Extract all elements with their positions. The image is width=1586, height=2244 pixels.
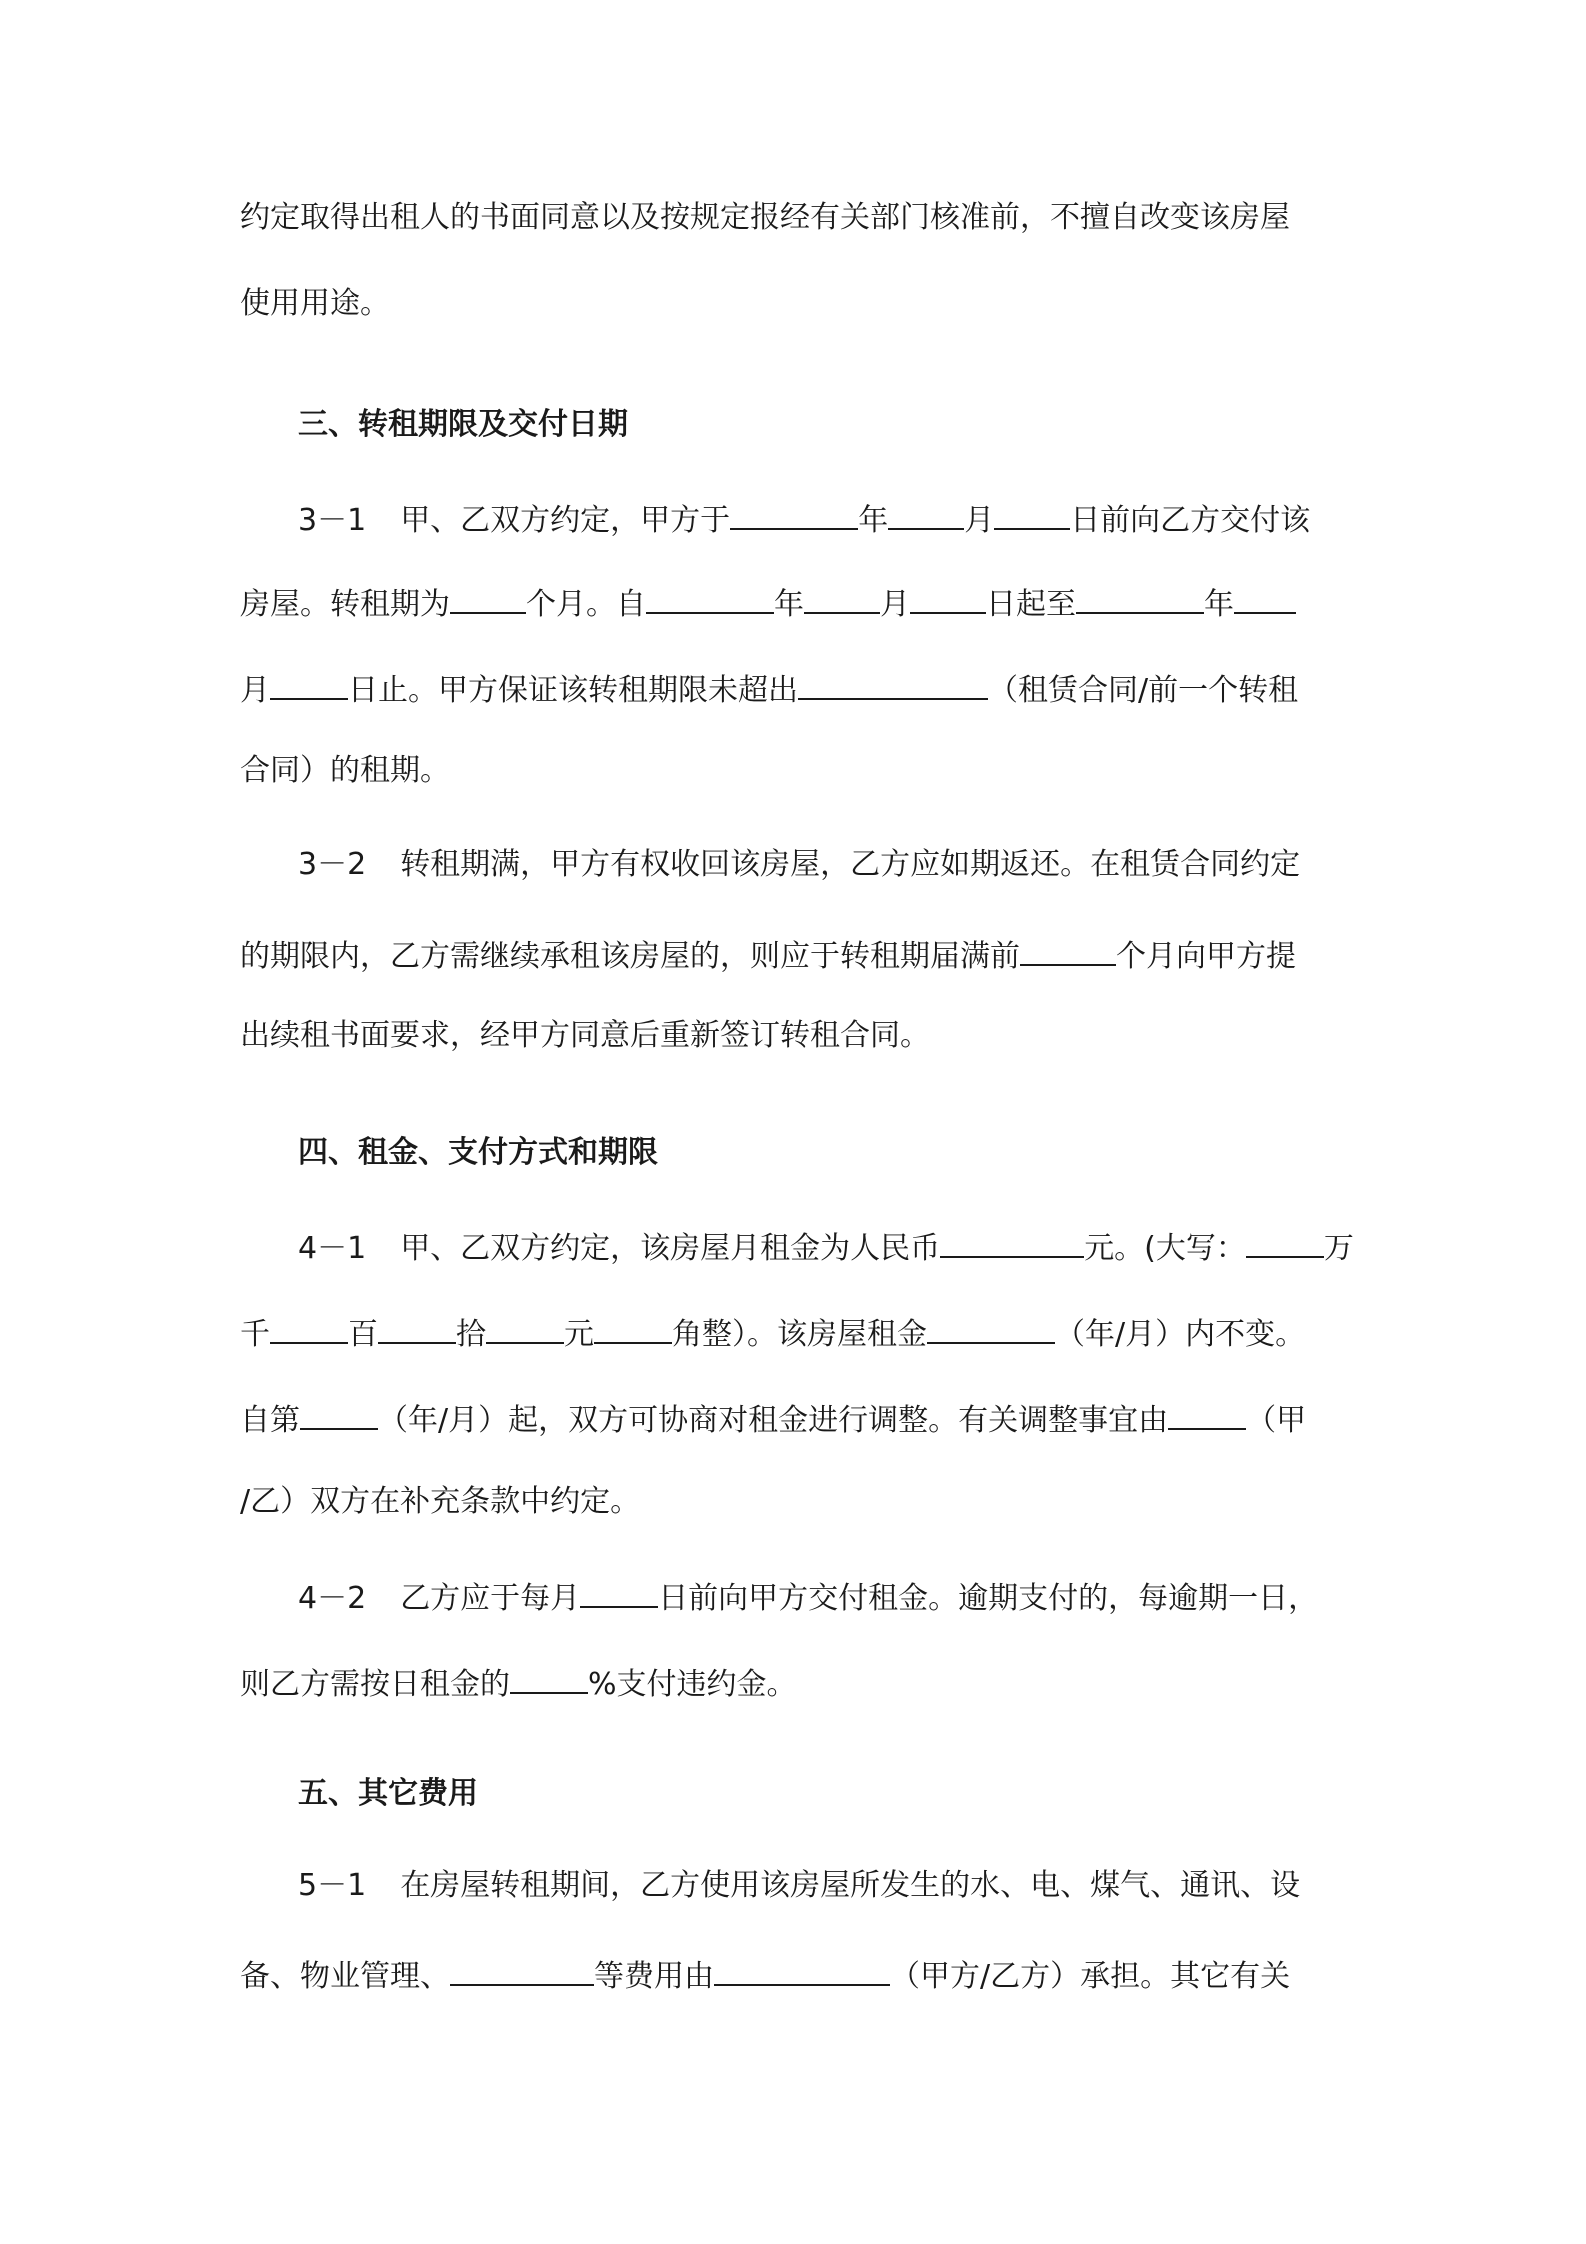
blank-field[interactable] — [450, 1950, 594, 1986]
clause-number: 3－2 — [298, 847, 367, 882]
text: 房屋。转租期为 — [240, 587, 450, 622]
text: 合同）的租期。 — [240, 753, 450, 788]
blank-field[interactable] — [798, 664, 988, 700]
clause-line — [240, 930, 1296, 974]
blank-field[interactable] — [994, 494, 1070, 530]
section-heading — [298, 403, 628, 447]
blank-field[interactable] — [270, 664, 348, 700]
blank-field[interactable] — [378, 1308, 456, 1344]
section-heading — [298, 1772, 478, 1816]
blank-field[interactable] — [1076, 578, 1204, 614]
text: 年 — [858, 503, 889, 538]
clause-line — [240, 1394, 1306, 1438]
text: （年/月）起，双方可协商对租金进行调整。有关调整事宜由 — [378, 1403, 1169, 1438]
text: 个月。自 — [526, 587, 646, 622]
text: 在房屋转租期间，乙方使用该房屋所发生的水、电、煤气、通讯、设 — [400, 1868, 1301, 1903]
text: 转租期满，甲方有权收回该房屋，乙方应如期返还。在租赁合同约定 — [400, 847, 1301, 882]
text: 日止。甲方保证该转租期限未超出 — [348, 673, 798, 708]
clause-line — [298, 1864, 1300, 1908]
text: （甲 — [1246, 1403, 1307, 1438]
blank-field[interactable] — [1020, 930, 1116, 966]
text: 的期限内，乙方需继续承租该房屋的，则应于转租期届满前 — [240, 939, 1020, 974]
text: 拾 — [456, 1317, 486, 1352]
section-heading — [298, 1131, 658, 1175]
blank-field[interactable] — [270, 1308, 348, 1344]
text: 月 — [964, 503, 995, 538]
blank-field[interactable] — [804, 578, 880, 614]
text: 日前向甲方交付租金。逾期支付的，每逾期一日， — [658, 1581, 1319, 1616]
clause-number: 4－2 — [298, 1581, 367, 1616]
blank-field[interactable] — [940, 1222, 1084, 1258]
text: 万 — [1323, 1231, 1354, 1266]
clause-line — [298, 843, 1300, 887]
clause-line — [298, 1222, 1354, 1266]
clause-line — [240, 1014, 930, 1058]
text: 千 — [240, 1317, 270, 1352]
clause-line — [240, 578, 1296, 622]
text: 出续租书面要求，经甲方同意后重新签订转租合同。 — [240, 1018, 930, 1053]
text: 乙方应于每月 — [400, 1581, 581, 1616]
paragraph-line — [240, 282, 390, 326]
blank-field[interactable] — [1168, 1394, 1246, 1430]
section-title: 四、租金、支付方式和期限 — [298, 1135, 658, 1170]
text: /乙）双方在补充条款中约定。 — [240, 1484, 641, 1519]
blank-field[interactable] — [450, 578, 526, 614]
text: （甲方/乙方）承担。其它有关 — [890, 1959, 1291, 1994]
text: 月 — [880, 587, 910, 622]
text: 年 — [1204, 587, 1234, 622]
blank-field[interactable] — [594, 1308, 672, 1344]
text: 等费用由 — [594, 1959, 714, 1994]
clause-number: 4－1 — [298, 1231, 367, 1266]
text: 使用用途。 — [240, 286, 390, 321]
blank-field[interactable] — [927, 1308, 1055, 1344]
blank-field[interactable] — [486, 1308, 564, 1344]
section-title: 五、其它费用 — [298, 1776, 478, 1811]
text: 元。(大写： — [1084, 1231, 1246, 1266]
blank-field[interactable] — [888, 494, 964, 530]
text: 个月向甲方提 — [1116, 939, 1296, 974]
blank-field[interactable] — [580, 1572, 658, 1608]
text: 角整）。该房屋租金 — [672, 1317, 927, 1352]
clause-number: 5－1 — [298, 1868, 367, 1903]
clause-line — [240, 749, 450, 793]
text: 年 — [774, 587, 804, 622]
text: 百 — [348, 1317, 378, 1352]
text: （年/月）内不变。 — [1055, 1317, 1306, 1352]
blank-field[interactable] — [714, 1950, 890, 1986]
blank-field[interactable] — [730, 494, 858, 530]
clause-number: 3－1 — [298, 503, 367, 538]
blank-field[interactable] — [646, 578, 774, 614]
clause-line — [240, 664, 1298, 708]
clause-line — [240, 1308, 1305, 1352]
text: 元 — [564, 1317, 594, 1352]
text: 备、物业管理、 — [240, 1959, 450, 1994]
text: 约定取得出租人的书面同意以及按规定报经有关部门核准前，不擅自改变该房屋 — [240, 200, 1290, 235]
text: 则乙方需按日租金的 — [240, 1667, 510, 1702]
clause-line — [298, 1572, 1318, 1616]
blank-field[interactable] — [1234, 578, 1296, 614]
text: 甲、乙双方约定，甲方于 — [400, 503, 731, 538]
clause-line — [240, 1950, 1290, 1994]
clause-line — [298, 494, 1310, 538]
clause-line — [240, 1480, 640, 1524]
text: 月 — [240, 673, 270, 708]
text: 自第 — [240, 1403, 300, 1438]
text: 日前向乙方交付该 — [1070, 503, 1311, 538]
text: 日起至 — [986, 587, 1076, 622]
text: %支付违约金。 — [588, 1667, 797, 1702]
text: 甲、乙双方约定，该房屋月租金为人民币 — [400, 1231, 941, 1266]
blank-field[interactable] — [510, 1658, 588, 1694]
blank-field[interactable] — [1246, 1222, 1324, 1258]
clause-line — [240, 1658, 797, 1702]
blank-field[interactable] — [300, 1394, 378, 1430]
paragraph-line — [240, 196, 1290, 240]
text: （租赁合同/前一个转租 — [988, 673, 1299, 708]
section-title: 三、转租期限及交付日期 — [298, 407, 628, 442]
blank-field[interactable] — [910, 578, 986, 614]
